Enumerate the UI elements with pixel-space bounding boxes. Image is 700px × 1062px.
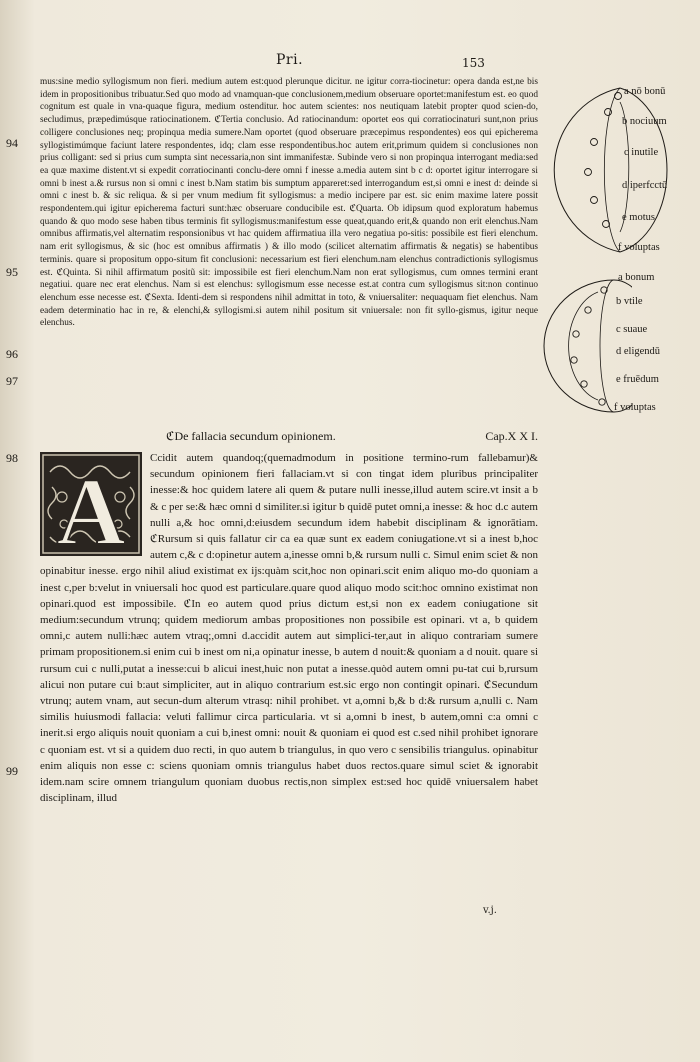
upper-text-block (40, 76, 538, 330)
diagram-label: e motus (622, 212, 655, 223)
decorated-initial (40, 452, 142, 556)
margin-number: 99 (6, 764, 18, 778)
lower-paragraph: Ccidit autem quandoq;(quemadmodum in positione termino-rum fallebamur)& secundum opinionem fieri fallaciam.vt si con tingat idem pluribus principaliter inesse:& hoc quidem latere ali quem & putare nulli inesse,illud autem scire.vt insit a b & c per se:& hæc omni d similiter.si igitur b quidē putet omni,a inesse: & hoc d.c autem nulli a,& hoc omni,d:eiusdem secundum idem habebit disciplinam & ignorātiam. ℭRursum si quis fallatur cir ca ea quæ sunt ex eadem coniugatione.vt si a inest b,hoc autem c,& c d:opinetur autem a,inesse omni b,& rursum nulli c. Simul enim sciet & non opinabitur inesse. ergo nihil aliud existimat ex ijs:quàm scit,hoc non opinari.scit enim aliquo mo-do quoniam a inest c,per b:velut in vniuersali hoc quod est particulare.quare quod aliquo modo scit:hoc omnino existimat non opinari.quod est impossibile. ℭIn eo autem quod prius dictum est,si non ex eadem coniugatione sit medium:secundum vtrunq; quidem mediorum ambas propositiones non possibile est opinari. vt a, b quidem omni,c autem nulli:hæc autem vtraq;,omni d.accidit autem aut simplici-ter,aut in aliquo contrariam sumere primam propositionem.si enim cui b inest om ni,a opinatur inesse, b autem d nouit:& quoniam a d nouit. quare si rursum cui c nulli,putat a inesse:cui b alicui inest,huic non putat a inesse.quòd autem omni pu-tat cui b,rursum alicui non putare cui b:aut simpliciter, aut in aliquo contrarium est.sic ergo non contingit opinari. ℭSecundum vtrunq; autem vnam, aut secun-dum alterum vtrasq: nihil prohibet. vt a,omni b,& b d:& rursum a,nulli c. Nam similis huiusmodi fallacia: veluti fallimur circa particularia. vt si a,omni b inest, b autem,omni c:a omni c inerit.si ergo aliquis nouit quoniam a cui b,inest omni: nouit & quoniam ei quod est c.sed nihil prohibet ignorare c quoniam est. vt si a quidem duo recti, in quo autem b triangulus, in quo vero c sensibilis triangulus. opinabitur enim aliquis non esse c: sciens quoniam omnis triangulus habet duos rectos.quare simul sciet & ignorabit idem.nam scire omnem triangulum quoniam duobus rectis,non simplex est:sed hoc quidē vniuersalem habet disciplinam, illud (40, 452, 538, 805)
diagram-label: d iperfcctū (622, 180, 668, 191)
running-head: Pri. (276, 52, 304, 68)
diagram-label: e fruēdum (616, 374, 659, 385)
page-number: 153 (462, 56, 485, 70)
diagram-label: a bonum (618, 272, 655, 283)
diagram-label: b nociuum (622, 116, 667, 127)
diagram-label: c suaue (616, 324, 648, 335)
signature-mark: v.j. (483, 905, 497, 916)
diagram-label: d eligendū (616, 346, 661, 357)
diagram-label: b vtile (616, 296, 643, 307)
diagram-label: f voluptas (618, 242, 660, 253)
chapter-title: ℭDe fallacia secundum opinionem. (166, 429, 336, 443)
diagram-label: f voluptas (614, 402, 656, 413)
dropcap-letter: A (56, 458, 126, 556)
margin-number: 98 (6, 451, 18, 465)
margin-number: 95 (6, 265, 18, 279)
crescent-diagram-top (548, 82, 700, 260)
margin-number: 97 (6, 374, 18, 388)
upper-paragraph: mus:sine medio syllogismum non fieri. medium autem est:quod plerunque dicitur. ne igitur corra-tiocinetur: opera danda est,ne bis idem in propositionibus tribuatur.Sed quo modo ad vnamquan-que conclusionem,medium obseruare oportet:manifestum est. eo quod cognitum est quale in vna-quaque figura, medium ostenditur. hoc autem scientes: nos neutiquam latebit propter quod scien-do, secludimus, præpedimúsque ratiocinationem. ℭTertia conclusio. Ad ratiocinandum: oportet eos qui corratiocinaturi sunt,non prius colligere conclusiones neq; propinqua media sumere.Nam oportet (quod obseruare præcepimus respondentes) eos qui epicherema syllogistimúmque faciunt latere respondentes, idq; clam esse respondentibus.hoc autem erit,primum quidem si conclusiones non prius colligant: sed si prius cum sumpta sint necessaria,non sint immanifestæ. Subinde vero si non propinqua interrogant media:sed ea quæ maxime distent.vt si expedit corratiocinanti conclu-dere omni f inesse a.media autem sint b c d: oportet igitur interrogare si omni b inest a.& rursus non si omni c inest b.Nam statim bis sumptum appareret:sed interrogandum est,si omni e inest d: deinde si omni c inest b. & sic reliqua. & si per vnum medium fit syllogismus: a medio incipere par est. sic enim maxime latere possit respondentem.qui igitur epicherema facturi sunt:hæc obseruare conducibile est. ℭQuarta. Ob idipsum quod exploratum habemus quando & quo modo sese haben tibus terminis fit syllogismus:manifestum esse queat,quando erit,& quando non erit elenchus.Nam omnibus affirmatis,vel alternatim responsionibus vt hac quidem affirmatiua illa vero negatiua po-sitis: possibile est fieri elenchum. nam erit syllogismus, & sic (hoc est omnibus affirmatis ) & illo modo (scilicet alternatim affirmatis & negatis) se habentibus terminis. quare si propositum oppo-situm fit conclusioni: necessarium est fieri elenchum.nam elenchus contradictionis syllogismus est. ℭQuinta. Si nihil affirmatum positũ sit: impossibile est fieri elenchum.Nam non erat syllogismus, cum omnes termini erant negatiui. quare nec erat elenchus. Nam si est elenchus: syllogismum esse necesse est.at contra cum syllogismus sit:non continuo elenchum esse necesse est. ℭSexta. Identi-dem si respondens nihil admittat in toto, & vniuersaliter: nequaquam fiet elenchus. Nam eadem determinatio hac in re, & elenchi,& syllogismi.si autem nihil positum sit vniuersale: non fit syllo-gismus, igitur neque elenchus. (40, 77, 538, 329)
diagram-label: c inutile (624, 147, 659, 158)
margin-number: 94 (6, 136, 18, 150)
chapter-number: Cap.X X I. (485, 429, 538, 443)
margin-number: 96 (6, 347, 18, 361)
lower-text-block (40, 450, 538, 806)
diagram-label: a nō bonū (624, 86, 666, 97)
